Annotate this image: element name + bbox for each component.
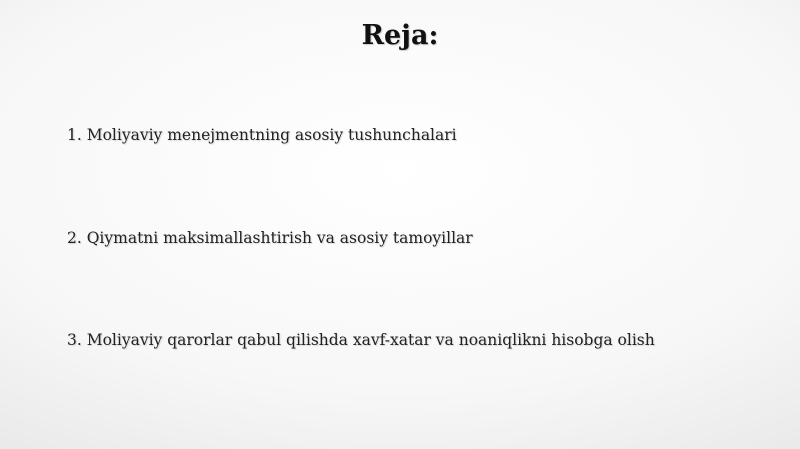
- slide-title: Reja:: [361, 20, 439, 51]
- plan-item-3: 3. Moliyaviy qarorlar qabul qilishda xavf-xatar va noaniqlikni hisobga olish: [67, 331, 655, 349]
- plan-item-1: 1. Moliyaviy menejmentning asosiy tushunchalari: [67, 126, 457, 144]
- plan-item-2: 2. Qiymatni maksimallashtirish va asosiy tamoyillar: [67, 229, 473, 247]
